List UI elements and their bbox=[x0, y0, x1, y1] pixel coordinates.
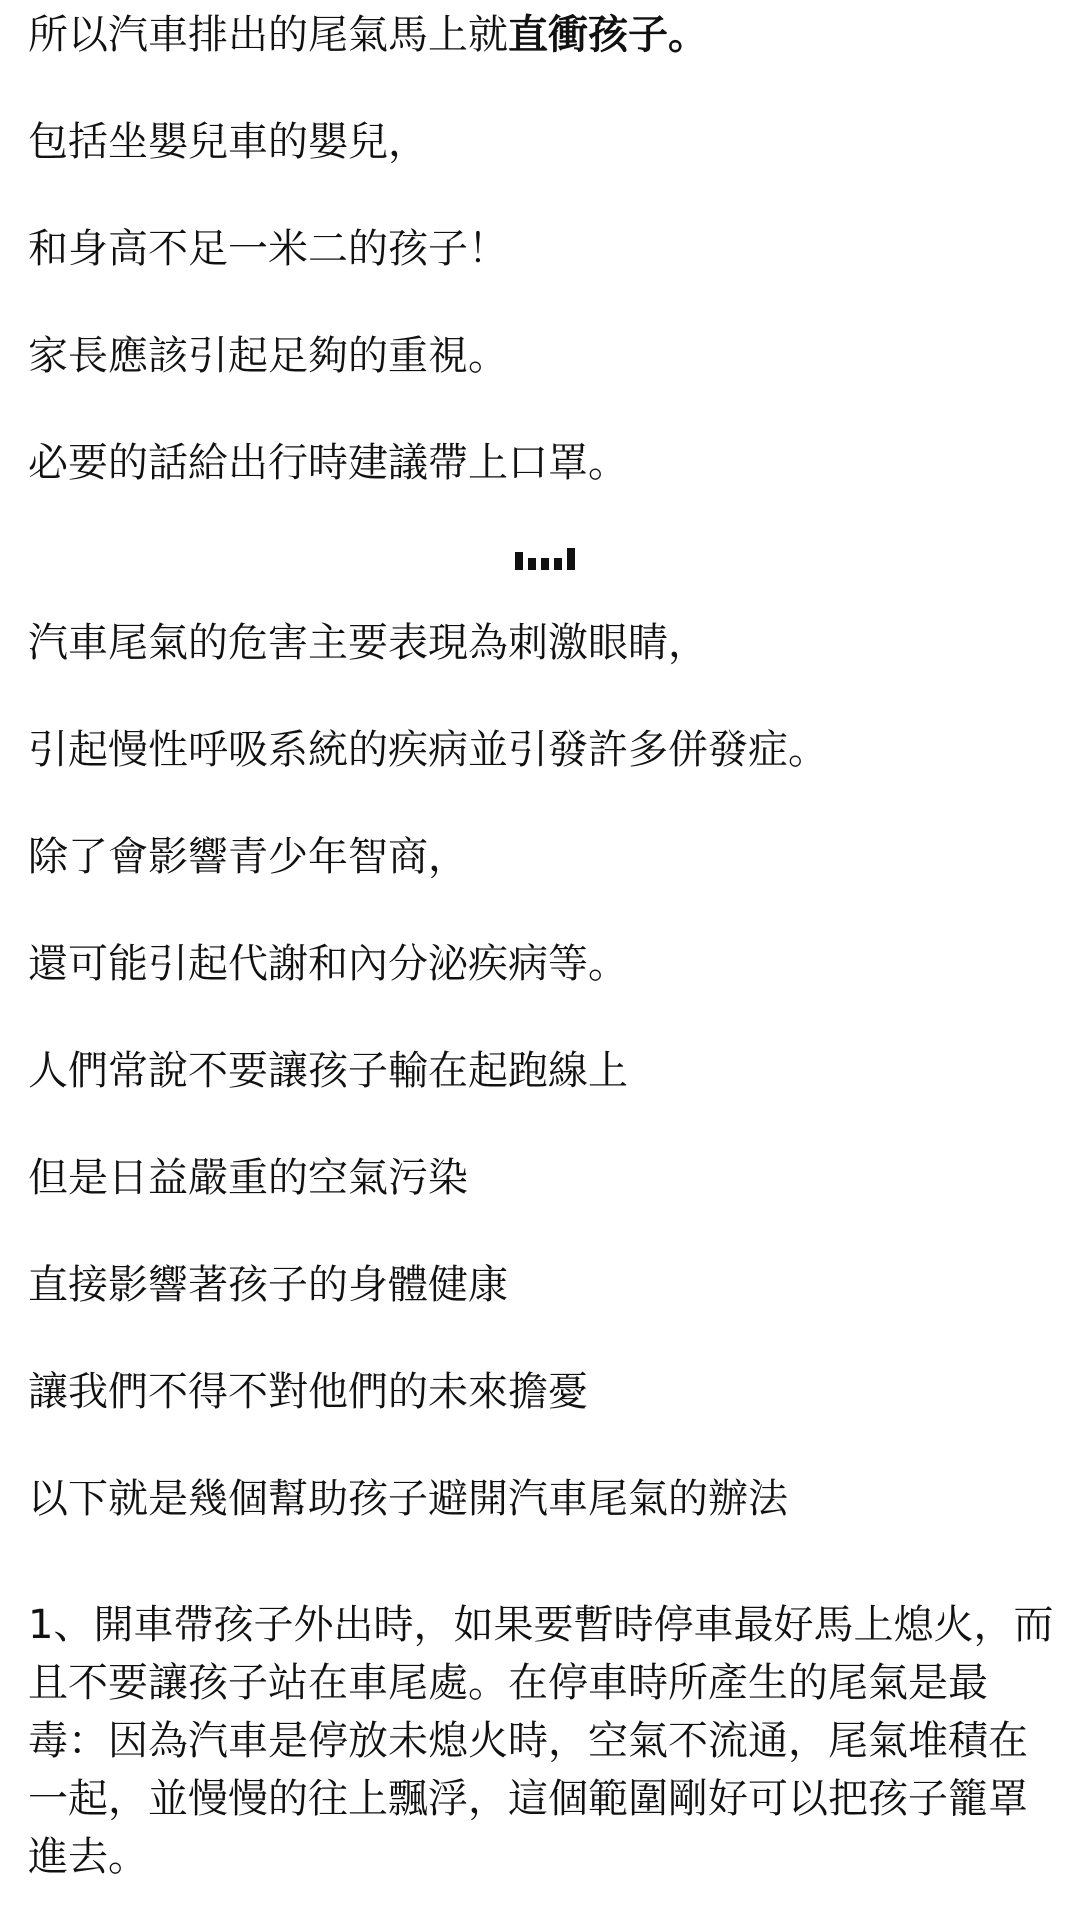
paragraph-line-1 bbox=[28, 8, 708, 62]
paragraph-line-7: 引起慢性呼吸系統的疾病並引發許多併發症。 bbox=[28, 727, 828, 773]
paragraph-line-10: 人們常說不要讓孩子輸在起跑線上 bbox=[28, 1048, 628, 1094]
paragraph-line-2: 包括坐嬰兒車的嬰兒， bbox=[28, 119, 428, 165]
paragraph-line-4: 家長應該引起足夠的重視。 bbox=[28, 333, 508, 379]
divider-bar bbox=[515, 552, 523, 570]
divider-bar bbox=[541, 558, 549, 570]
line-1-text: 所以汽車排出的尾氣馬上就 bbox=[28, 12, 508, 58]
paragraph-line-3: 和身高不足一米二的孩子！ bbox=[28, 226, 508, 272]
paragraph-line-8: 除了會影響青少年智商， bbox=[28, 834, 468, 880]
paragraph-line-14: 以下就是幾個幫助孩子避開汽車尾氣的辦法 bbox=[28, 1476, 788, 1522]
divider-bar bbox=[528, 558, 536, 570]
paragraph-line-11: 但是日益嚴重的空氣污染 bbox=[28, 1155, 468, 1201]
tip-paragraph: 1、開車帶孩子外出時，如果要暫時停車最好馬上熄火，而且不要讓孩子站在車尾處。在停車時所產生的尾氣是最毒：因為汽車是停放未熄火時，空氣不流通，尾氣堆積在一起，並慢慢的往上飄浮，這個範圍剛好可以把孩子籠罩進去。 bbox=[28, 1602, 1054, 1880]
line-1-bold-text: 直衝孩子。 bbox=[508, 12, 708, 58]
paragraph-line-13: 讓我們不得不對他們的未來擔憂 bbox=[28, 1369, 588, 1415]
divider-bar bbox=[567, 548, 575, 570]
paragraph-line-5: 必要的話給出行時建議帶上口罩。 bbox=[28, 440, 628, 486]
paragraph-line-6: 汽車尾氣的危害主要表現為刺激眼睛， bbox=[28, 620, 708, 666]
paragraph-line-12: 直接影響著孩子的身體健康 bbox=[28, 1262, 508, 1308]
bar-divider-icon bbox=[515, 544, 577, 570]
paragraph-line-9: 還可能引起代謝和內分泌疾病等。 bbox=[28, 941, 628, 987]
divider-bar bbox=[554, 558, 562, 570]
